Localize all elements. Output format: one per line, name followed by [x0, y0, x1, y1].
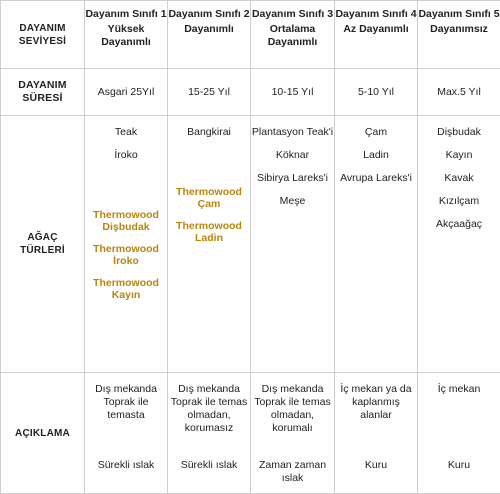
thermowood-item: Thermowood İroko: [85, 243, 167, 267]
duration-row: [1, 69, 500, 116]
species-label: [1, 116, 85, 373]
species-item: Plantasyon Teak'i: [251, 126, 334, 139]
class-header: [251, 1, 335, 69]
species-item: Akçaağaç: [418, 218, 500, 231]
species-item: Dişbudak: [418, 126, 500, 139]
header-row: [1, 1, 500, 69]
class-header: [418, 1, 500, 69]
species-item: Çam: [335, 126, 417, 139]
duration-cell: 5-10 Yıl: [335, 69, 418, 116]
duration-cell: 15-25 Yıl: [168, 69, 251, 116]
class-label: Dayanım Sınıfı 2: [168, 1, 250, 21]
species-item: Kızılçam: [418, 195, 500, 208]
duration-cell: Asgari 25Yıl: [85, 69, 168, 116]
level-text: Ortalama Dayanımlı: [251, 23, 334, 49]
class-header: [168, 1, 251, 69]
species-item: İroko: [85, 149, 167, 162]
description-usage: İç mekan: [418, 373, 500, 445]
description-cell: [251, 373, 335, 494]
species-list: [251, 116, 334, 208]
species-row: [1, 116, 500, 373]
level-text: Dayanımlı: [168, 23, 250, 36]
species-item: Kavak: [418, 172, 500, 185]
duration-label: [1, 69, 85, 116]
class-label: Dayanım Sınıfı 3: [251, 1, 334, 21]
species-item: Sibirya Lareks'i: [251, 172, 334, 185]
species-list: [85, 116, 167, 301]
species-cell: [85, 116, 168, 373]
species-item: Meşe: [251, 195, 334, 208]
species-item: Köknar: [251, 149, 334, 162]
species-item: Bangkirai: [168, 126, 250, 139]
species-cell: [251, 116, 335, 373]
species-label-line2: TÜRLERİ: [1, 244, 84, 257]
duration-label-line2: SÜRESİ: [1, 92, 84, 105]
thermowood-list: [85, 209, 167, 301]
description-usage: Dış mekanda Toprak ile temasta: [85, 373, 167, 445]
duration-cell: 10-15 Yıl: [251, 69, 335, 116]
thermowood-item: Thermowood Dişbudak: [85, 209, 167, 233]
level-text: Az Dayanımlı: [335, 23, 417, 36]
species-item: Kayın: [418, 149, 500, 162]
level-text: Dayanımsız: [418, 23, 500, 36]
class-label: Dayanım Sınıfı 1: [85, 1, 167, 21]
species-cell: [418, 116, 500, 373]
description-usage: İç mekan ya da kaplanmış alanlar: [335, 373, 417, 445]
duration-cell: Max.5 Yıl: [418, 69, 500, 116]
duration-label-line1: DAYANIM: [1, 79, 84, 92]
species-label-line1: AĞAÇ: [1, 231, 84, 244]
description-cell: [85, 373, 168, 494]
level-text: Yüksek Dayanımlı: [85, 23, 167, 49]
description-label: AÇIKLAMA: [1, 373, 85, 494]
species-item: Avrupa Lareks'i: [335, 172, 417, 185]
class-label: Dayanım Sınıfı 5: [418, 1, 500, 21]
description-row: [1, 373, 500, 494]
species-cell: [335, 116, 418, 373]
description-cell: [335, 373, 418, 494]
description-moisture: Kuru: [418, 459, 500, 472]
class-header: [85, 1, 168, 69]
level-label-line1: DAYANIM: [1, 22, 84, 35]
species-item: Teak: [85, 126, 167, 139]
thermowood-item: Thermowood Ladin: [168, 220, 250, 244]
class-header: [335, 1, 418, 69]
species-item: Ladin: [335, 149, 417, 162]
class-label: Dayanım Sınıfı 4: [335, 1, 417, 21]
description-moisture: Sürekli ıslak: [85, 459, 167, 472]
description-usage: Dış mekanda Toprak ile temas olmadan, korumalı: [251, 373, 334, 445]
thermowood-list: [168, 186, 250, 244]
thermowood-item: Thermowood Çam: [168, 186, 250, 210]
description-cell: [418, 373, 500, 494]
description-moisture: Zaman zaman ıslak: [251, 459, 334, 485]
description-moisture: Sürekli ıslak: [168, 459, 250, 472]
species-list: [168, 116, 250, 244]
description-moisture: Kuru: [335, 459, 417, 472]
species-list: [418, 116, 500, 231]
thermowood-item: Thermowood Kayın: [85, 277, 167, 301]
species-list: [335, 116, 417, 185]
species-cell: [168, 116, 251, 373]
level-label: [1, 1, 85, 69]
level-label-line2: SEVİYESİ: [1, 35, 84, 48]
description-cell: [168, 373, 251, 494]
description-usage: Dış mekanda Toprak ile temas olmadan, korumasız: [168, 373, 250, 445]
